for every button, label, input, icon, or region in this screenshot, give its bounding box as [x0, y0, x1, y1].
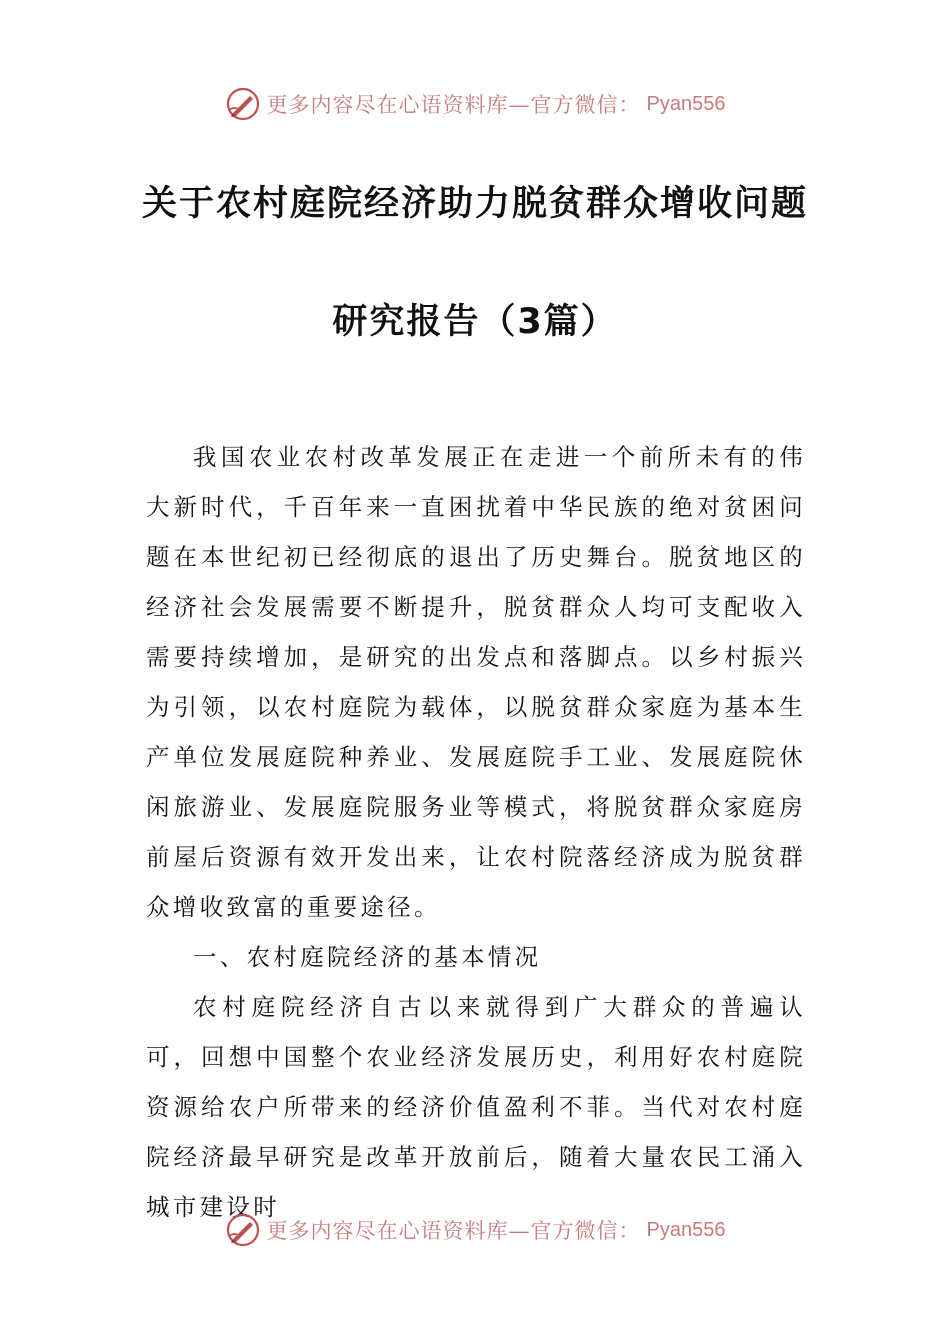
- document-title-line-1: 关于农村庭院经济助力脱贫群众增收问题: [141, 184, 808, 224]
- document-title-line-2: 研究报告（3篇）: [332, 302, 618, 342]
- header-watermark: [0, 84, 950, 124]
- watermark-wechat-id: Pyan556: [646, 1218, 726, 1241]
- paragraph-section-1: 农村庭院经济自古以来就得到广大群众的普遍认可，回想中国整个农业经济发展历史，利用好农村庭院资源给农户所带来的经济价值盈利不菲。当代对农村庭院经济最早研究是改革开放前后，随着大量农民工涌入城市建设时: [146, 993, 806, 1221]
- pen-logo-icon: [225, 1212, 261, 1248]
- watermark-text: 更多内容尽在心语资料库—官方微信：: [266, 93, 641, 117]
- document-body: [146, 432, 806, 1232]
- pen-logo-icon: [225, 86, 261, 122]
- footer-watermark: [0, 1210, 950, 1250]
- paragraph-intro: 我国农业农村改革发展正在走进一个前所未有的伟大新时代，千百年来一直困扰着中华民族的绝对贫困问题在本世纪初已经彻底的退出了历史舞台。脱贫地区的经济社会发展需要不断提升，脱贫群众人均可支配收入需要持续增加，是研究的出发点和落脚点。以乡村振兴为引领，以农村庭院为载体，以脱贫群众家庭为基本生产单位发展庭院种养业、发展庭院手工业、发展庭院休闲旅游业、发展庭院服务业等模式，将脱贫群众家庭房前屋后资源有效开发出来，让农村院落经济成为脱贫群众增收致富的重要途径。: [146, 443, 806, 921]
- watermark-wechat-id: Pyan556: [646, 92, 726, 115]
- watermark-text: 更多内容尽在心语资料库—官方微信：: [266, 1219, 641, 1243]
- section-heading-1: 一、农村庭院经济的基本情况: [193, 943, 542, 971]
